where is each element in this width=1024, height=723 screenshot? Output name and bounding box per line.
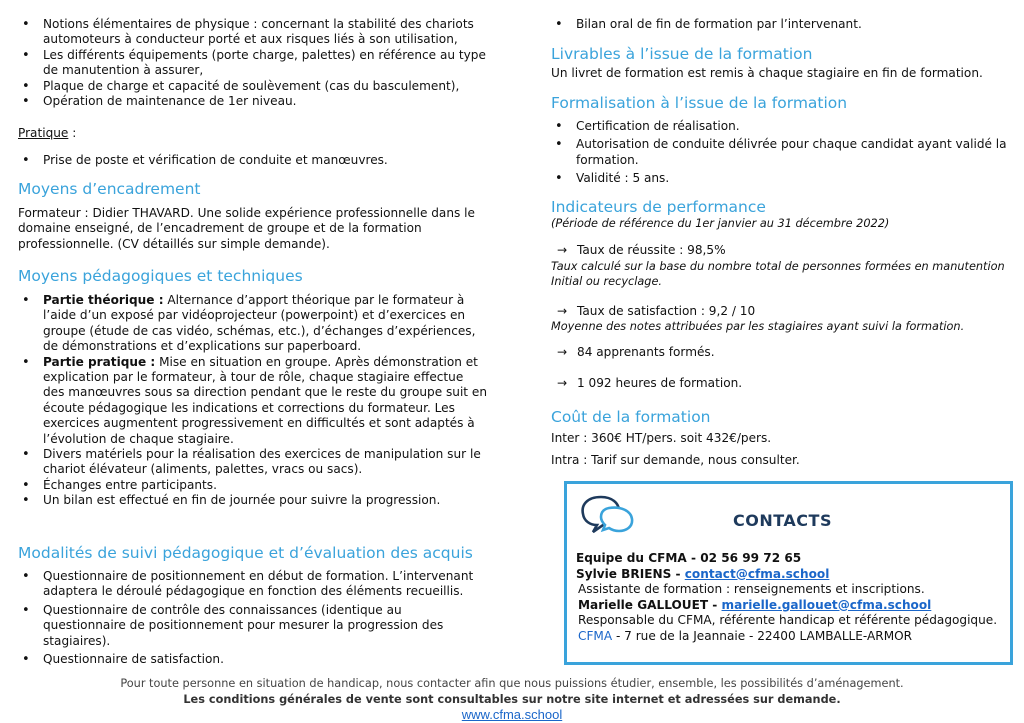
list-item: • Questionnaire de contrôle des connaissances (identique au questionnaire de positionnement pour mesurer la progression des stagiaires). xyxy=(18,603,488,649)
list-item: • Questionnaire de satisfaction. xyxy=(18,652,488,667)
list-item: • Un bilan est effectué en fin de journée pour suivre la progression. xyxy=(18,493,488,508)
reussite-indicator: → Taux de réussite : 98,5% xyxy=(551,243,726,258)
cout-heading: Coût de la formation xyxy=(551,408,711,426)
list-item: • Autorisation de conduite délivrée pour chaque candidat ayant validé la formation. xyxy=(551,137,1021,168)
theorique-label: Partie théorique : xyxy=(43,293,164,307)
intra-price: Intra : Tarif sur demande, nous consulter. xyxy=(551,453,800,467)
list-item: • Divers matériels pour la réalisation des exercices de manipulation sur le chariot élévateur (aliments, palettes, vracs ou sacs). xyxy=(18,447,488,478)
marielle-name: Marielle GALLOUET - xyxy=(578,597,722,612)
marielle-line xyxy=(576,598,1012,614)
bilan-list xyxy=(551,17,1021,32)
inter-price: Inter : 360€ HT/pers. soit 432€/pers. xyxy=(551,431,772,445)
list-item: • Prise de poste et vérification de conduite et manœuvres. xyxy=(18,153,496,168)
pratique-part-text: Mise en situation en groupe. Après démonstration et explication par le formateur, à tour de rôle, chaque stagiaire effectue des manœuvres sous sa direction pendant que le reste du groupe suit en écoute pédagogique les indications et corrections du formateur. Les exercices augmentent progressivement en difficultés et sont adaptés à l’évolution de chaque stagiaire. xyxy=(43,354,487,446)
theory-list xyxy=(18,17,496,109)
address-org: CFMA xyxy=(578,628,613,643)
contacts-title: CONTACTS xyxy=(733,511,832,530)
pratique-heading xyxy=(18,126,76,141)
contacts-box xyxy=(564,481,1013,665)
list-item: • Les différents équipements (porte charge, palettes) en référence au type de manutention à assurer, xyxy=(18,48,496,79)
pratique-part-label: Partie pratique : xyxy=(43,354,156,369)
conditions-note: Les conditions générales de vente sont consultables sur notre site internet et adressées sur demande. xyxy=(183,693,841,706)
heures-indicator: → 1 092 heures de formation. xyxy=(551,376,742,391)
apprenants-indicator: → 84 apprenants formés. xyxy=(551,345,715,360)
list-item: • Validité : 5 ans. xyxy=(551,171,1021,186)
pratique-colon: : xyxy=(68,126,77,140)
theorique-text: Alternance d’apport théorique par le formateur à l’aide d’un exposé par vidéoprojecteur (powerpoint) et d’exercices en groupe (étude de cas vidéo, schémas, etc.), d’échanges d’expériences, de démonstrations et d’explications sur paperboard. xyxy=(43,293,476,354)
list-item: • Opération de maintenance de 1er niveau. xyxy=(18,94,496,109)
reussite-note: Taux calculé sur la base du nombre total de personnes formées en manutention Initial ou recyclage. xyxy=(551,260,1005,288)
livrables-heading: Livrables à l’issue de la formation xyxy=(551,45,813,63)
indicateurs-period: (Période de référence du 1er janvier au 31 décembre 2022) xyxy=(551,217,890,230)
site-link[interactable]: www.cfma.school xyxy=(461,707,563,722)
livrables-text: Un livret de formation est remis à chaque stagiaire en fin de formation. xyxy=(551,66,983,80)
list-item xyxy=(18,355,488,447)
formalisation-list xyxy=(551,119,1021,187)
list-item: • Questionnaire de positionnement en début de formation. L’intervenant adaptera le déroulé pédagogique en fonction des éléments recueillis. xyxy=(18,569,488,600)
encadrement-heading: Moyens d’encadrement xyxy=(18,180,201,198)
satisfaction-indicator: → Taux de satisfaction : 9,2 / 10 xyxy=(551,304,755,319)
chat-bubbles-icon xyxy=(579,492,637,536)
sylvie-role: Assistante de formation : renseignements et inscriptions. xyxy=(578,582,925,597)
suivi-list xyxy=(18,569,488,667)
marielle-email-link[interactable]: marielle.gallouet@cfma.school xyxy=(721,597,932,612)
pedagogie-heading: Moyens pédagogiques et techniques xyxy=(18,267,303,285)
contacts-lines xyxy=(576,551,1012,645)
sylvie-name: Sylvie BRIENS - xyxy=(576,566,685,581)
satisfaction-note: Moyenne des notes attribuées par les stagiaires ayant suivi la formation. xyxy=(551,320,965,333)
list-item: • Échanges entre participants. xyxy=(18,478,488,493)
indicateurs-heading: Indicateurs de performance xyxy=(551,198,766,216)
list-item: • Plaque de charge et capacité de soulèvement (cas du basculement), xyxy=(18,79,496,94)
address-line xyxy=(576,629,1012,645)
pedagogie-list xyxy=(18,293,488,509)
formalisation-heading: Formalisation à l’issue de la formation xyxy=(551,94,848,112)
suivi-heading: Modalités de suivi pédagogique et d’évaluation des acquis xyxy=(18,544,473,562)
sylvie-line xyxy=(576,567,1012,583)
pratique-label: Pratique xyxy=(18,126,69,140)
list-item: • Certification de réalisation. xyxy=(551,119,1021,134)
list-item: • Bilan oral de fin de formation par l’intervenant. xyxy=(551,17,1021,32)
equipe-phone: Equipe du CFMA - 02 56 99 72 65 xyxy=(576,551,802,565)
encadrement-text: Formateur : Didier THAVARD. Une solide expérience professionnelle dans le domaine enseigné, de l’encadrement de groupe et de la formation professionnelle. (CV détaillés sur simple demande). xyxy=(18,206,475,251)
list-item: • Notions élémentaires de physique : concernant la stabilité des chariots automoteurs à conducteur porté et aux risques liés à son utilisation, xyxy=(18,17,496,48)
address-text: - 7 rue de la Jeannaie - 22400 LAMBALLE-ARMOR xyxy=(612,628,913,643)
pratique-list xyxy=(18,153,496,168)
list-item xyxy=(18,293,488,355)
equipe-line xyxy=(576,551,1012,567)
handicap-note: Pour toute personne en situation de handicap, nous contacter afin que nous puissions étudier, ensemble, les possibilités d’aménagement. xyxy=(120,677,904,690)
marielle-role: Responsable du CFMA, référente handicap et référente pédagogique. xyxy=(578,613,998,628)
sylvie-email-link[interactable]: contact@cfma.school xyxy=(684,566,830,581)
